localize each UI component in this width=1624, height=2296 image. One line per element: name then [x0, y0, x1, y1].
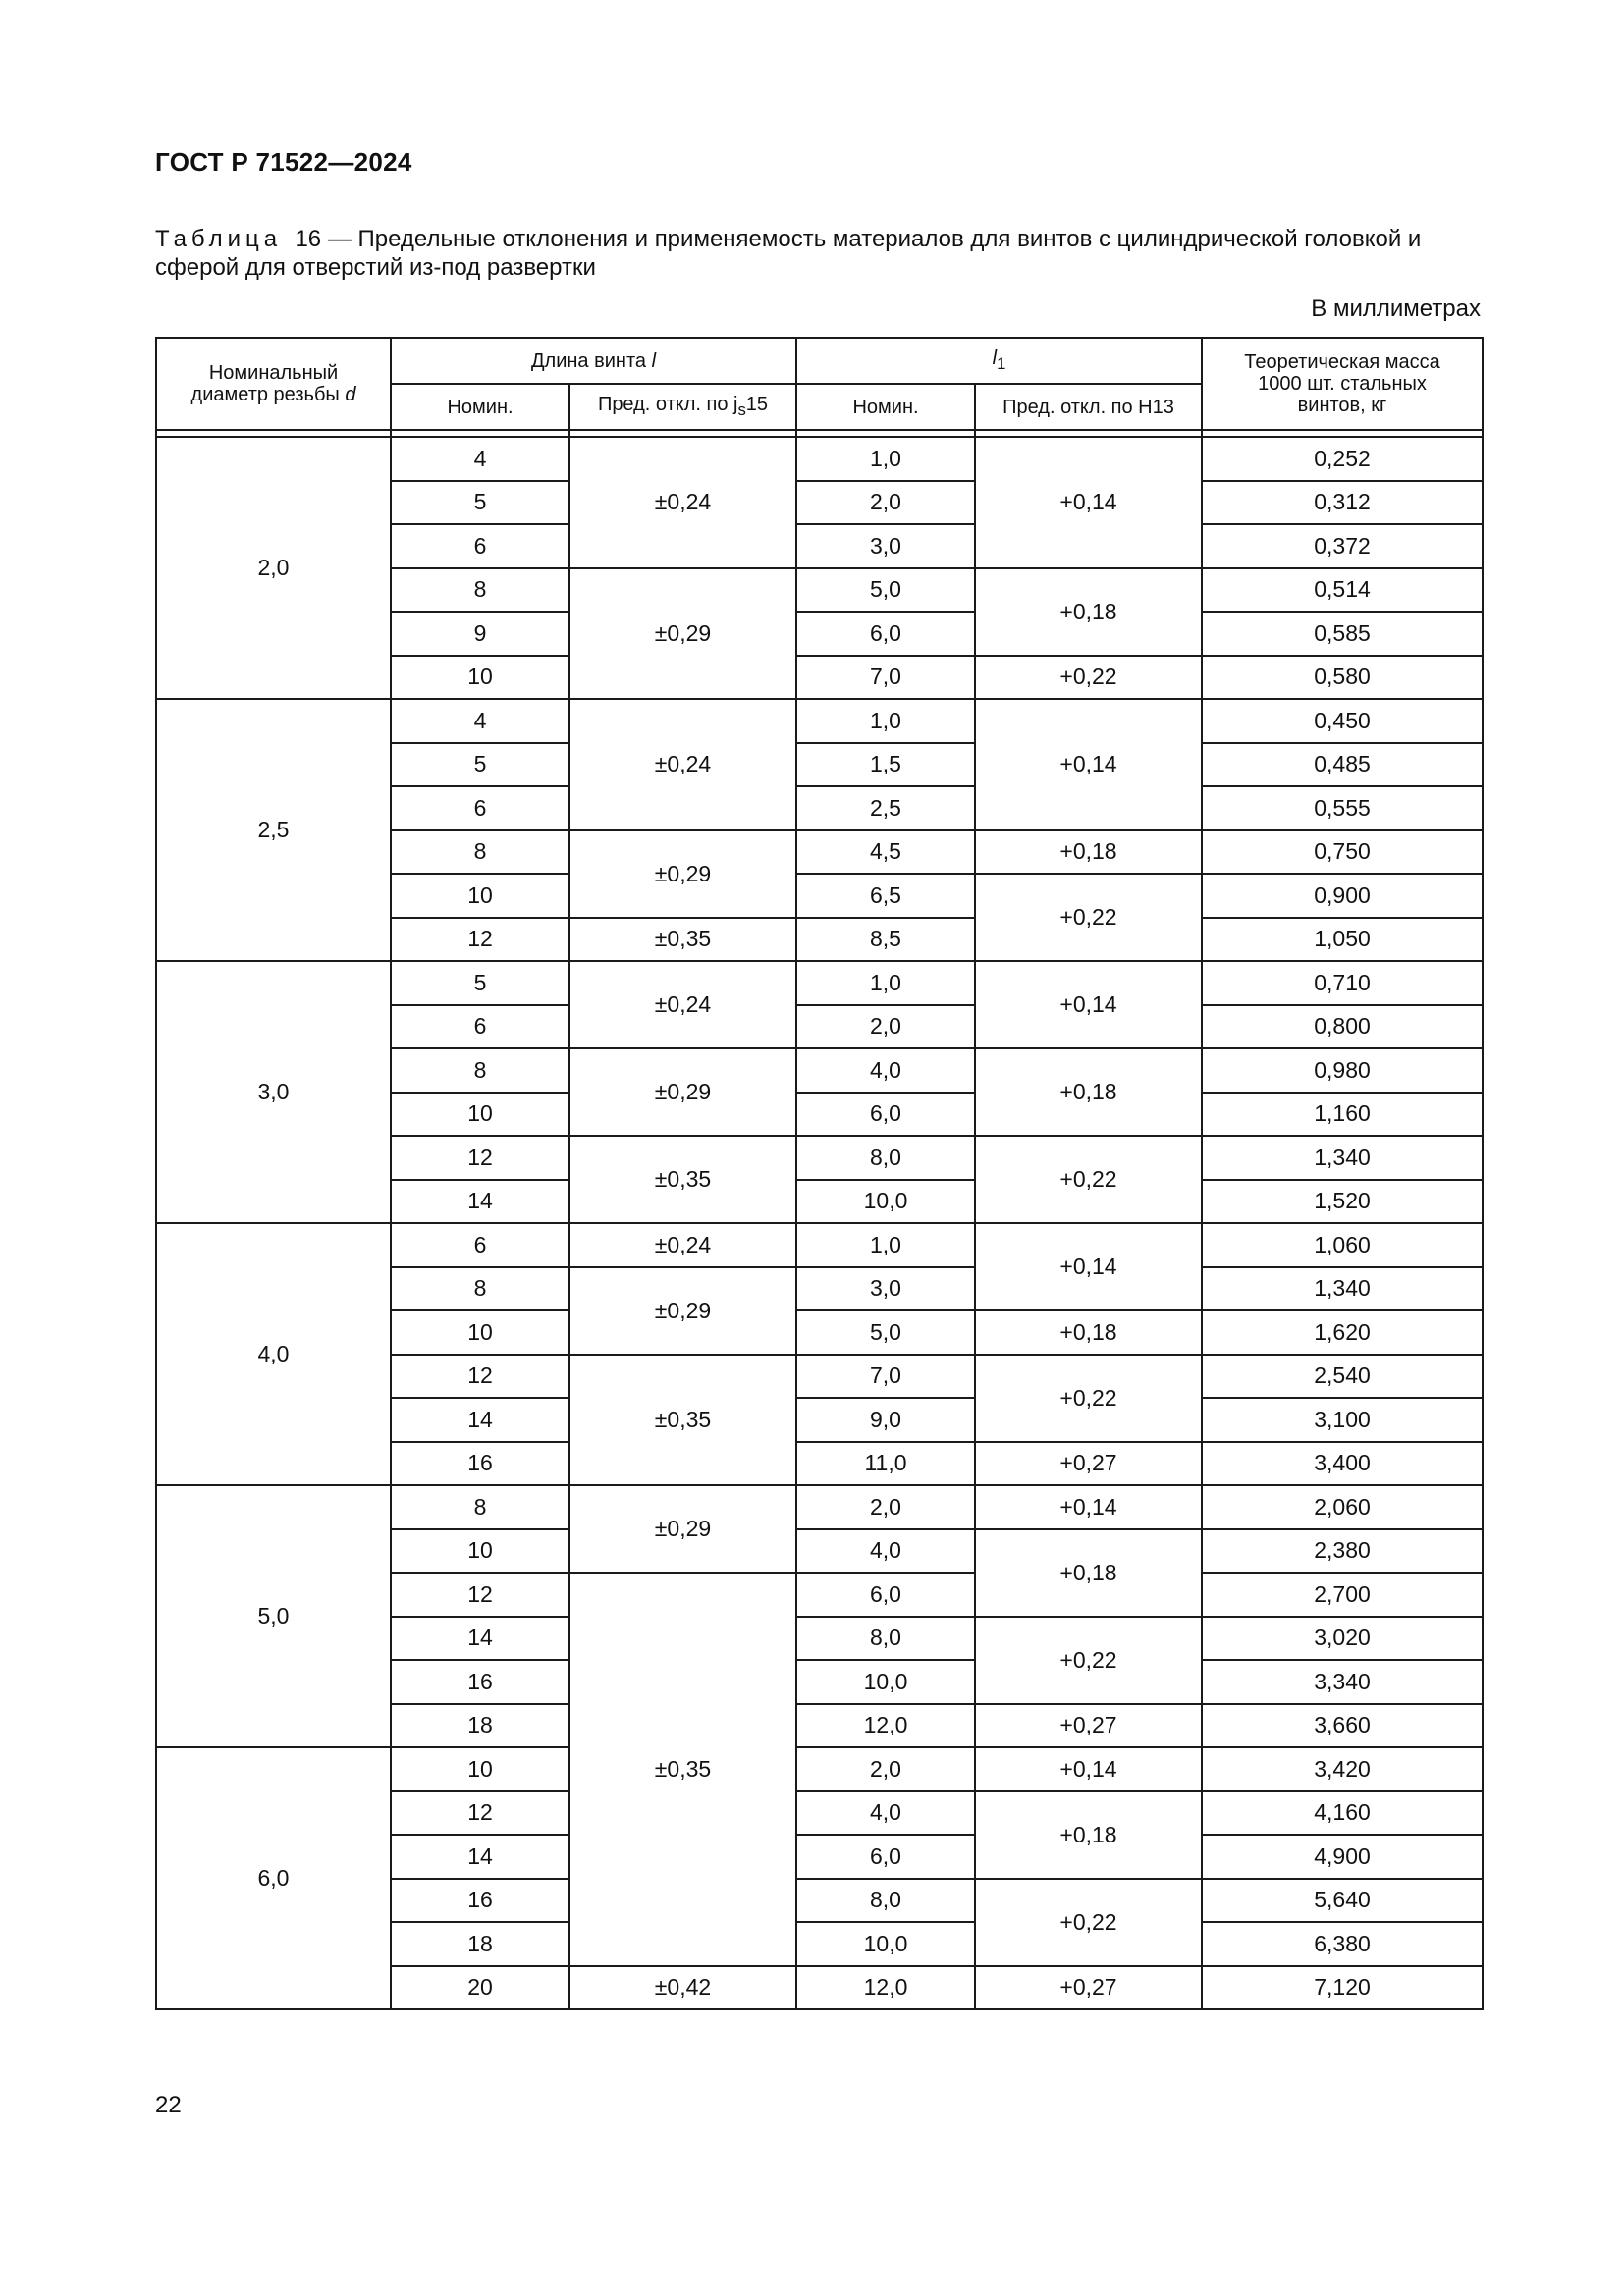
l1-nominal-cell: 4,0: [796, 1529, 975, 1574]
length-nominal-cell: 8: [391, 1048, 569, 1093]
header-l1-subscript: 1: [997, 353, 1006, 373]
header-mass-line3: винтов, кг: [1297, 395, 1387, 416]
table-caption-text: 16 — Предельные отклонения и применяемость материалов для винтов с цилиндрической головкой и сферой для отверстий из-под развертки: [155, 226, 1422, 281]
mass-cell: 2,700: [1202, 1573, 1483, 1617]
header-tol-js-grade: 15: [745, 393, 769, 415]
table-row: [156, 961, 1483, 1005]
l1-nominal-cell: 6,0: [796, 1573, 975, 1617]
length-tolerance-cell: ±0,42: [569, 1966, 796, 2010]
l1-nominal-cell: 10,0: [796, 1660, 975, 1704]
mass-cell: 0,800: [1202, 1005, 1483, 1049]
length-tolerance-cell: ±0,24: [569, 437, 796, 568]
mass-cell: 1,160: [1202, 1093, 1483, 1137]
l1-tolerance-cell: +0,18: [975, 830, 1202, 875]
l1-nominal-cell: 7,0: [796, 656, 975, 700]
header-diameter-symbol: d: [345, 384, 356, 405]
l1-tolerance-cell: +0,27: [975, 1966, 1202, 2010]
length-nominal-cell: 12: [391, 918, 569, 962]
l1-nominal-cell: 6,5: [796, 874, 975, 918]
length-tolerance-cell: ±0,29: [569, 568, 796, 700]
l1-tolerance-cell: +0,22: [975, 1617, 1202, 1704]
length-nominal-cell: 6: [391, 1005, 569, 1049]
table-row: [156, 1747, 1483, 1791]
diameter-cell: 3,0: [156, 961, 391, 1223]
mass-cell: 3,020: [1202, 1617, 1483, 1661]
length-tolerance-cell: ±0,24: [569, 961, 796, 1048]
header-l1-tolerance: Пред. откл. по Н13: [975, 384, 1202, 430]
mass-cell: 0,450: [1202, 699, 1483, 743]
l1-nominal-cell: 10,0: [796, 1180, 975, 1224]
mass-cell: 0,585: [1202, 612, 1483, 656]
l1-tolerance-cell: +0,18: [975, 1529, 1202, 1617]
length-nominal-cell: 14: [391, 1180, 569, 1224]
l1-tolerance-cell: +0,14: [975, 1485, 1202, 1529]
length-nominal-cell: 10: [391, 874, 569, 918]
mass-cell: 3,340: [1202, 1660, 1483, 1704]
length-nominal-cell: 4: [391, 699, 569, 743]
l1-nominal-cell: 2,0: [796, 1005, 975, 1049]
length-nominal-cell: 9: [391, 612, 569, 656]
tolerance-table: [155, 337, 1484, 2010]
length-nominal-cell: 16: [391, 1442, 569, 1486]
header-l1-symbol: l: [992, 347, 998, 369]
l1-nominal-cell: 1,0: [796, 961, 975, 1005]
header-mass-line2: 1000 шт. стальных: [1258, 373, 1427, 395]
length-tolerance-cell: ±0,29: [569, 1267, 796, 1355]
page-number: 22: [155, 2092, 182, 2118]
header-length-label: Длина винта: [530, 349, 646, 372]
mass-cell: 3,420: [1202, 1747, 1483, 1791]
length-nominal-cell: 10: [391, 1093, 569, 1137]
l1-tolerance-cell: +0,27: [975, 1442, 1202, 1486]
length-nominal-cell: 12: [391, 1136, 569, 1180]
l1-nominal-cell: 10,0: [796, 1922, 975, 1966]
length-nominal-cell: 6: [391, 1223, 569, 1267]
length-nominal-cell: 18: [391, 1922, 569, 1966]
l1-nominal-cell: 12,0: [796, 1704, 975, 1748]
mass-cell: 4,900: [1202, 1835, 1483, 1879]
l1-tolerance-cell: +0,22: [975, 1879, 1202, 1966]
l1-nominal-cell: 4,5: [796, 830, 975, 875]
mass-cell: 0,980: [1202, 1048, 1483, 1093]
header-tol-js-text: Пред. откл. по j: [597, 393, 738, 415]
mass-cell: 1,520: [1202, 1180, 1483, 1224]
length-tolerance-cell: ±0,24: [569, 1223, 796, 1267]
header-diameter-line2: диаметр резьбы: [190, 384, 340, 405]
mass-cell: 0,514: [1202, 568, 1483, 613]
length-nominal-cell: 10: [391, 656, 569, 700]
mass-cell: 2,540: [1202, 1355, 1483, 1399]
table-row: [156, 1223, 1483, 1267]
diameter-cell: 4,0: [156, 1223, 391, 1485]
mass-cell: 0,710: [1202, 961, 1483, 1005]
header-l1-nominal: Номин.: [796, 384, 975, 430]
length-tolerance-cell: ±0,24: [569, 699, 796, 830]
length-nominal-cell: 16: [391, 1879, 569, 1923]
table-caption-label: Таблица: [155, 226, 283, 252]
mass-cell: 1,340: [1202, 1136, 1483, 1180]
header-separator: [156, 430, 1483, 437]
length-nominal-cell: 8: [391, 568, 569, 613]
l1-tolerance-cell: +0,14: [975, 1223, 1202, 1310]
l1-nominal-cell: 2,5: [796, 786, 975, 830]
length-tolerance-cell: ±0,35: [569, 1355, 796, 1486]
l1-tolerance-cell: +0,18: [975, 568, 1202, 656]
mass-cell: 0,252: [1202, 437, 1483, 481]
l1-nominal-cell: 8,0: [796, 1617, 975, 1661]
length-nominal-cell: 12: [391, 1573, 569, 1617]
mass-cell: 0,555: [1202, 786, 1483, 830]
length-nominal-cell: 6: [391, 524, 569, 568]
mass-cell: 0,580: [1202, 656, 1483, 700]
l1-nominal-cell: 11,0: [796, 1442, 975, 1486]
l1-nominal-cell: 1,0: [796, 699, 975, 743]
length-nominal-cell: 5: [391, 961, 569, 1005]
table-row: [156, 699, 1483, 743]
table-caption: [155, 225, 1481, 282]
l1-nominal-cell: 7,0: [796, 1355, 975, 1399]
header-length-nominal: Номин.: [391, 384, 569, 430]
diameter-cell: 2,0: [156, 437, 391, 699]
mass-cell: 1,340: [1202, 1267, 1483, 1311]
header-diameter-line1: Номинальный: [208, 362, 339, 384]
l1-nominal-cell: 6,0: [796, 1835, 975, 1879]
l1-nominal-cell: 6,0: [796, 612, 975, 656]
l1-nominal-cell: 2,0: [796, 481, 975, 525]
l1-nominal-cell: 8,0: [796, 1879, 975, 1923]
length-nominal-cell: 10: [391, 1747, 569, 1791]
length-tolerance-cell: ±0,35: [569, 918, 796, 962]
length-tolerance-cell: ±0,29: [569, 830, 796, 918]
l1-nominal-cell: 3,0: [796, 524, 975, 568]
document-header: ГОСТ Р 71522—2024: [155, 147, 412, 177]
l1-tolerance-cell: +0,22: [975, 874, 1202, 961]
l1-nominal-cell: 6,0: [796, 1093, 975, 1137]
l1-nominal-cell: 3,0: [796, 1267, 975, 1311]
l1-nominal-cell: 5,0: [796, 1310, 975, 1355]
mass-cell: 1,050: [1202, 918, 1483, 962]
mass-cell: 3,100: [1202, 1398, 1483, 1442]
l1-nominal-cell: 1,0: [796, 1223, 975, 1267]
mass-cell: 0,485: [1202, 743, 1483, 787]
l1-tolerance-cell: +0,18: [975, 1048, 1202, 1136]
mass-cell: 5,640: [1202, 1879, 1483, 1923]
length-nominal-cell: 8: [391, 830, 569, 875]
length-nominal-cell: 8: [391, 1485, 569, 1529]
length-nominal-cell: 10: [391, 1529, 569, 1574]
header-row-1: [156, 338, 1483, 384]
length-nominal-cell: 14: [391, 1835, 569, 1879]
mass-cell: 3,400: [1202, 1442, 1483, 1486]
l1-nominal-cell: 12,0: [796, 1966, 975, 2010]
header-length-symbol: l: [651, 349, 657, 372]
diameter-cell: 6,0: [156, 1747, 391, 2009]
mass-cell: 4,160: [1202, 1791, 1483, 1836]
l1-nominal-cell: 5,0: [796, 568, 975, 613]
header-tol-js-subscript: s: [737, 400, 746, 419]
l1-nominal-cell: 4,0: [796, 1048, 975, 1093]
l1-nominal-cell: 9,0: [796, 1398, 975, 1442]
l1-nominal-cell: 4,0: [796, 1791, 975, 1836]
header-mass: [1202, 338, 1483, 430]
length-tolerance-cell: ±0,35: [569, 1136, 796, 1223]
length-nominal-cell: 18: [391, 1704, 569, 1748]
header-length-group: [391, 338, 796, 384]
mass-cell: 2,380: [1202, 1529, 1483, 1574]
l1-nominal-cell: 2,0: [796, 1485, 975, 1529]
table-row: [156, 1485, 1483, 1529]
length-nominal-cell: 4: [391, 437, 569, 481]
length-tolerance-cell: ±0,29: [569, 1048, 796, 1136]
length-nominal-cell: 14: [391, 1617, 569, 1661]
mass-cell: 0,312: [1202, 481, 1483, 525]
l1-tolerance-cell: +0,22: [975, 656, 1202, 700]
length-nominal-cell: 12: [391, 1355, 569, 1399]
mass-cell: 2,060: [1202, 1485, 1483, 1529]
l1-tolerance-cell: +0,14: [975, 1747, 1202, 1791]
length-tolerance-cell: ±0,35: [569, 1573, 796, 1966]
l1-tolerance-cell: +0,18: [975, 1791, 1202, 1879]
length-nominal-cell: 6: [391, 786, 569, 830]
units-note: В миллиметрах: [1311, 295, 1481, 322]
mass-cell: 7,120: [1202, 1966, 1483, 2010]
mass-cell: 1,620: [1202, 1310, 1483, 1355]
length-nominal-cell: 12: [391, 1791, 569, 1836]
l1-nominal-cell: 8,5: [796, 918, 975, 962]
l1-nominal-cell: 8,0: [796, 1136, 975, 1180]
mass-cell: 3,660: [1202, 1704, 1483, 1748]
l1-tolerance-cell: +0,22: [975, 1136, 1202, 1223]
l1-tolerance-cell: +0,14: [975, 437, 1202, 568]
l1-tolerance-cell: +0,22: [975, 1355, 1202, 1442]
length-nominal-cell: 5: [391, 481, 569, 525]
l1-nominal-cell: 1,5: [796, 743, 975, 787]
l1-tolerance-cell: +0,14: [975, 699, 1202, 830]
length-nominal-cell: 14: [391, 1398, 569, 1442]
length-nominal-cell: 8: [391, 1267, 569, 1311]
header-length-tolerance: [569, 384, 796, 430]
mass-cell: 6,380: [1202, 1922, 1483, 1966]
l1-tolerance-cell: +0,14: [975, 961, 1202, 1048]
length-nominal-cell: 5: [391, 743, 569, 787]
l1-tolerance-cell: +0,18: [975, 1310, 1202, 1355]
header-diameter: [156, 338, 391, 430]
mass-cell: 0,750: [1202, 830, 1483, 875]
table-row: [156, 437, 1483, 481]
l1-nominal-cell: 2,0: [796, 1747, 975, 1791]
l1-tolerance-cell: +0,27: [975, 1704, 1202, 1748]
diameter-cell: 5,0: [156, 1485, 391, 1747]
length-nominal-cell: 20: [391, 1966, 569, 2010]
mass-cell: 1,060: [1202, 1223, 1483, 1267]
length-nominal-cell: 16: [391, 1660, 569, 1704]
mass-cell: 0,900: [1202, 874, 1483, 918]
header-l1-group: [796, 338, 1202, 384]
l1-nominal-cell: 1,0: [796, 437, 975, 481]
length-tolerance-cell: ±0,29: [569, 1485, 796, 1573]
header-mass-line1: Теоретическая масса: [1244, 351, 1440, 373]
diameter-cell: 2,5: [156, 699, 391, 961]
mass-cell: 0,372: [1202, 524, 1483, 568]
length-nominal-cell: 10: [391, 1310, 569, 1355]
